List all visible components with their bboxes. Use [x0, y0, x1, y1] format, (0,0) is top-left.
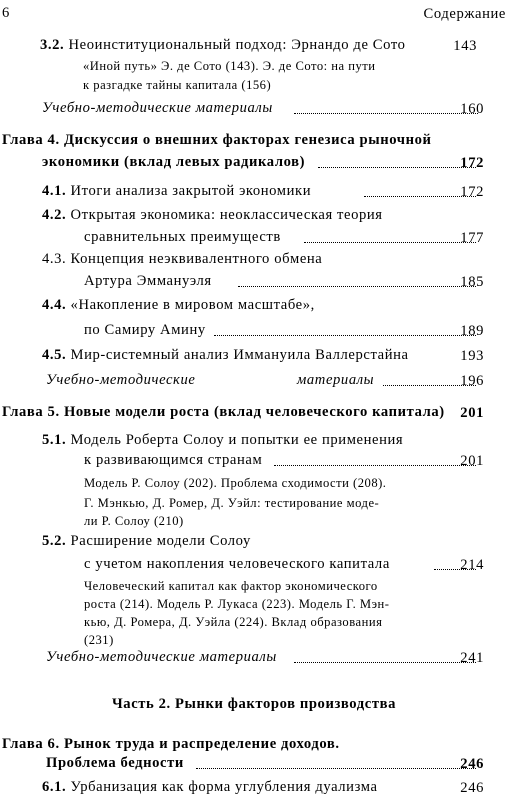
entry-title-cont: сравнительных преимуществ: [84, 229, 281, 245]
page-ref: 143: [453, 38, 477, 54]
materials-entry[interactable]: Учебно-методические материалы: [42, 100, 273, 116]
subtopics-line: «Иной путь» Э. де Сото (143). Э. де Сото: на пути: [83, 59, 376, 73]
subtopics-line: Модель Р. Солоу (202). Проблема сходимости (208).: [84, 476, 387, 490]
page-ref: 241: [460, 650, 484, 666]
subtopics-line: (231): [84, 633, 114, 647]
page-ref: 177: [460, 230, 484, 246]
toc-entry-5-2[interactable]: [42, 534, 251, 549]
toc-entry-4-1[interactable]: [42, 184, 311, 199]
part-title[interactable]: Часть 2. Рынки факторов производства: [111, 696, 396, 712]
chapter-title[interactable]: Глава 6. Рынок труда и распределение доходов.: [2, 736, 340, 752]
entry-title-cont: к развивающимся странам: [84, 452, 263, 468]
page-ref: 214: [460, 557, 484, 573]
running-header: Содержание: [423, 6, 506, 22]
subtopics-line: кью, Д. Ромера, Д. Уэйла (224). Вклад образования: [84, 615, 383, 629]
page-ref: 201: [460, 453, 484, 469]
subtopics-line: роста (214). Модель Р. Лукаса (223). Модель Г. Мэн-: [84, 597, 390, 611]
toc-entry-3-2[interactable]: [40, 38, 406, 53]
page-number: 6: [2, 5, 10, 21]
page-ref: 246: [460, 780, 484, 796]
dot-leader: [294, 662, 476, 663]
subtopics-line: Г. Мэнкью, Д. Ромер, Д. Уэйл: тестирование моде-: [84, 496, 380, 510]
chapter-title-cont: Проблема бедности: [46, 755, 184, 771]
materials-entry-cont: материалы: [297, 372, 375, 388]
section-number: 4.5.: [42, 347, 67, 363]
page-ref: 189: [460, 323, 484, 339]
toc-entry-4-2[interactable]: [42, 208, 383, 223]
page-ref: 201: [460, 405, 484, 421]
dot-leader: [294, 113, 478, 114]
materials-entry[interactable]: Учебно-методические материалы: [46, 649, 277, 665]
entry-title: Модель Роберта Солоу и попытки ее применения: [70, 432, 404, 448]
section-number: 4.1.: [42, 183, 67, 199]
page-ref: 172: [460, 155, 484, 171]
section-number: 3.2.: [40, 37, 65, 53]
chapter-title[interactable]: Глава 5. Новые модели роста (вклад человеческого капитала): [2, 404, 445, 420]
dot-leader: [238, 286, 476, 287]
dot-leader: [318, 167, 476, 168]
toc-entry-4-5[interactable]: [42, 348, 409, 363]
toc-entry-4-3[interactable]: [42, 252, 322, 267]
entry-title-cont: Артура Эммануэля: [84, 273, 212, 289]
dot-leader: [274, 465, 476, 466]
entry-title: Урбанизация как форма углубления дуализма: [70, 779, 378, 795]
page-ref: 246: [460, 756, 484, 772]
chapter-title-cont: экономики (вклад левых радикалов): [42, 154, 306, 170]
dot-leader: [364, 196, 476, 197]
page-ref: 172: [460, 184, 484, 200]
dot-leader: [304, 242, 476, 243]
entry-title-cont: с учетом накопления человеческого капитала: [84, 556, 390, 572]
materials-entry[interactable]: Учебно-методические: [46, 372, 196, 388]
subtopics-line: к разгадке тайны капитала (156): [83, 78, 272, 92]
page-ref: 196: [460, 373, 484, 389]
subtopics-line: ли Р. Солоу (210): [84, 514, 184, 528]
dot-leader: [214, 335, 476, 336]
chapter-title[interactable]: Глава 4. Дискуссия о внешних факторах генезиса рыночной: [2, 132, 432, 148]
section-number: 4.4.: [42, 297, 67, 313]
section-number: 5.1.: [42, 432, 67, 448]
entry-title: Расширение модели Солоу: [70, 533, 251, 549]
toc-entry-5-1[interactable]: [42, 433, 403, 448]
entry-title: «Накопление в мировом масштабе»,: [70, 297, 315, 313]
section-number: 4.2.: [42, 207, 67, 223]
entry-title: Неоинституциональный подход: Эрнандо де Сото: [68, 37, 406, 53]
toc-entry-4-4[interactable]: [42, 298, 315, 313]
entry-title: Итоги анализа закрытой экономики: [70, 183, 312, 199]
section-number: 4.3.: [42, 251, 67, 267]
page-ref: 193: [460, 348, 484, 364]
page-ref: 185: [460, 274, 484, 290]
entry-title: Открытая экономика: неоклассическая теория: [70, 207, 383, 223]
dot-leader: [196, 768, 476, 769]
entry-title: Мир-системный анализ Иммануила Валлерстайна: [70, 347, 409, 363]
section-number: 6.1.: [42, 779, 67, 795]
subtopics-line: Человеческий капитал как фактор экономического: [84, 579, 378, 593]
toc-entry-6-1[interactable]: [42, 780, 378, 795]
entry-title-cont: по Самиру Амину: [84, 322, 206, 338]
entry-title: Концепция неэквивалентного обмена: [70, 251, 323, 267]
page-ref: 160: [460, 101, 484, 117]
section-number: 5.2.: [42, 533, 67, 549]
